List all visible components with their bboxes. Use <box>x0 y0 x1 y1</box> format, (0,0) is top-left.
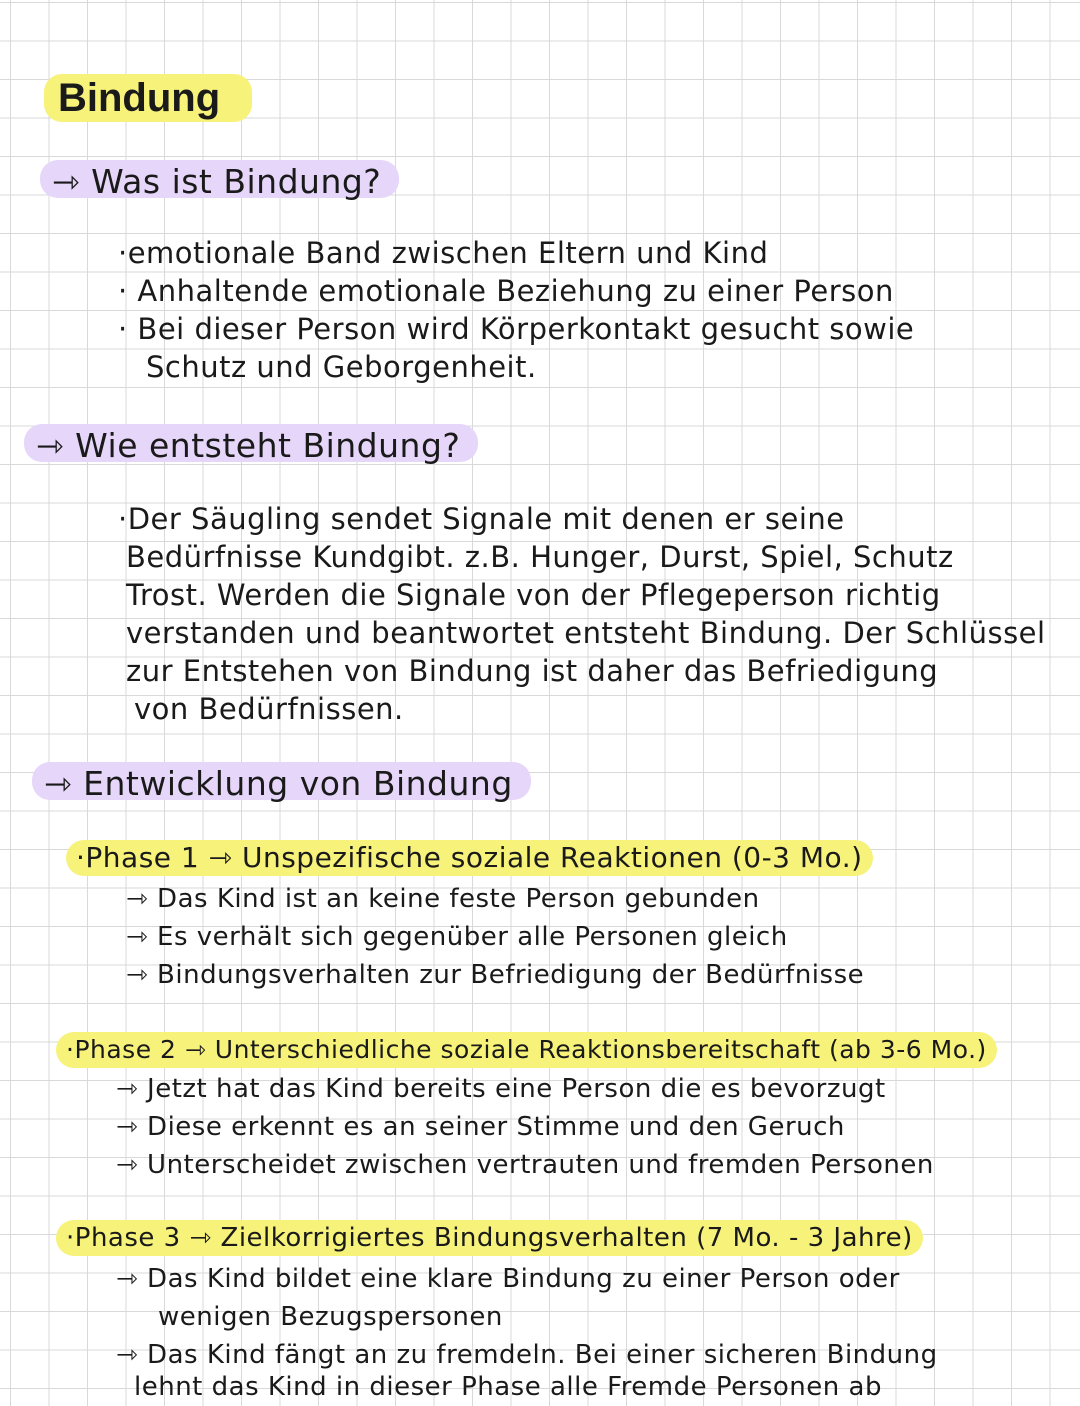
phase-3-item-2-cont: lehnt das Kind in dieser Phase alle Fremde Personen ab <box>134 1372 882 1402</box>
was-line-3: · Bei dieser Person wird Körperkontakt gesucht sowie <box>118 312 915 346</box>
phase-2-item-2: ⇾ Diese erkennt es an seiner Stimme und den Geruch <box>116 1112 845 1142</box>
wie-line-1: ·Der Säugling sendet Signale mit denen er seine <box>118 502 845 536</box>
was-line-1: ·emotionale Band zwischen Eltern und Kind <box>118 236 769 270</box>
phase-3-title: ·Phase 3 ⇾ Zielkorrigiertes Bindungsverhalten (7 Mo. - 3 Jahre) <box>56 1220 923 1256</box>
heading-wie-entsteht-bindung: ⇾ Wie entsteht Bindung? <box>24 424 478 462</box>
was-line-4: Schutz und Geborgenheit. <box>146 350 537 384</box>
phase-1-item-1: ⇾ Das Kind ist an keine feste Person gebunden <box>126 884 760 914</box>
phase-2-title: ·Phase 2 ⇾ Unterschiedliche soziale Reaktionsbereitschaft (ab 3-6 Mo.) <box>56 1032 997 1068</box>
phase-3-item-1: ⇾ Das Kind bildet eine klare Bindung zu einer Person oder <box>116 1264 900 1294</box>
wie-line-4: verstanden und beantwortet entsteht Bindung. Der Schlüssel <box>126 616 1046 650</box>
heading-was-ist-bindung: ⇾ Was ist Bindung? <box>40 160 399 198</box>
was-line-2: · Anhaltende emotionale Beziehung zu einer Person <box>118 274 894 308</box>
phase-1-item-2: ⇾ Es verhält sich gegenüber alle Personen gleich <box>126 922 788 952</box>
phase-1-item-3: ⇾ Bindungsverhalten zur Befriedigung der Bedürfnisse <box>126 960 865 990</box>
phase-1-title: ·Phase 1 ⇾ Unspezifische soziale Reaktionen (0-3 Mo.) <box>66 840 873 876</box>
phase-3-item-1-cont: wenigen Bezugspersonen <box>158 1302 503 1332</box>
phase-2-item-1: ⇾ Jetzt hat das Kind bereits eine Person die es bevorzugt <box>116 1074 886 1104</box>
phase-2-item-3: ⇾ Unterscheidet zwischen vertrauten und fremden Personen <box>116 1150 934 1180</box>
page-title: Bindung <box>44 74 252 122</box>
phase-3-item-2: ⇾ Das Kind fängt an zu fremdeln. Bei einer sicheren Bindung <box>116 1340 938 1370</box>
wie-line-2: Bedürfnisse Kundgibt. z.B. Hunger, Durst, Spiel, Schutz <box>126 540 954 574</box>
heading-entwicklung-von-bindung: ⇾ Entwicklung von Bindung <box>32 762 531 800</box>
wie-line-6: von Bedürfnissen. <box>134 692 404 726</box>
wie-line-5: zur Entstehen von Bindung ist daher das Befriedigung <box>126 654 939 688</box>
wie-line-3: Trost. Werden die Signale von der Pflegeperson richtig <box>126 578 941 612</box>
